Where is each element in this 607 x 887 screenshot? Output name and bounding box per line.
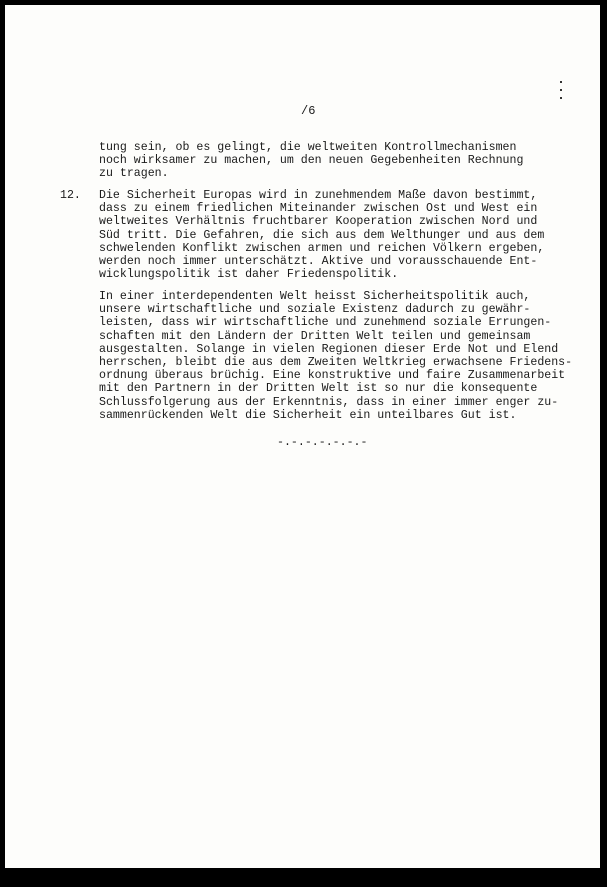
item-number: 12. bbox=[60, 189, 81, 202]
end-mark: -.-.-.-.-.-.- bbox=[277, 436, 368, 449]
item-paragraph: Die Sicherheit Europas wird in zunehmendem Maße davon bestimmt, dass zu einem friedlichen Miteinander zwischen Ost und West ein weltweites Verhältnis fruchtbarer Kooperation zwischen Nord und Süd tritt. Die Gefahren, die sich aus dem Welthunger und aus dem schwelenden Konflikt zwischen armen und reichen Völkern ergeben, werden noch immer unterschätzt. Aktive und vorausschauende Ent- wicklungspolitik ist daher Friedenspolitik. bbox=[99, 189, 545, 282]
body-paragraph: In einer interdependenten Welt heisst Sicherheitspolitik auch, unsere wirtschaftliche und soziale Existenz dadurch zu gewähr- leisten, dass wir wirtschaftliche und zunehmend soziale Errungen- schaften mit den Ländern der Dritten Welt teilen und gemeinsam ausgestalten. Solange in vielen Regionen dieser Erde Not und Elend herrschen, bleibt die aus dem Zweiten Weltkrieg erwachsene Friedens- ordnung überaus brüchig. Eine konstruktive und faire Zusammenarbeit mit den Partnern in der Dritten Welt ist so nur die konsequente Schlussfolgerung aus der Erkenntnis, dass in einer immer enger zu- sammenrückenden Welt die Sicherheit ein unteilbares Gut ist. bbox=[99, 290, 573, 422]
continuation-paragraph: tung sein, ob es gelingt, die weltweiten Kontrollmechanismen noch wirksamer zu machen, um den neuen Gegebenheiten Rechnung zu tragen. bbox=[99, 141, 524, 181]
document-page bbox=[5, 5, 600, 868]
page-number: /6 bbox=[301, 104, 316, 118]
margin-marks bbox=[560, 81, 563, 107]
